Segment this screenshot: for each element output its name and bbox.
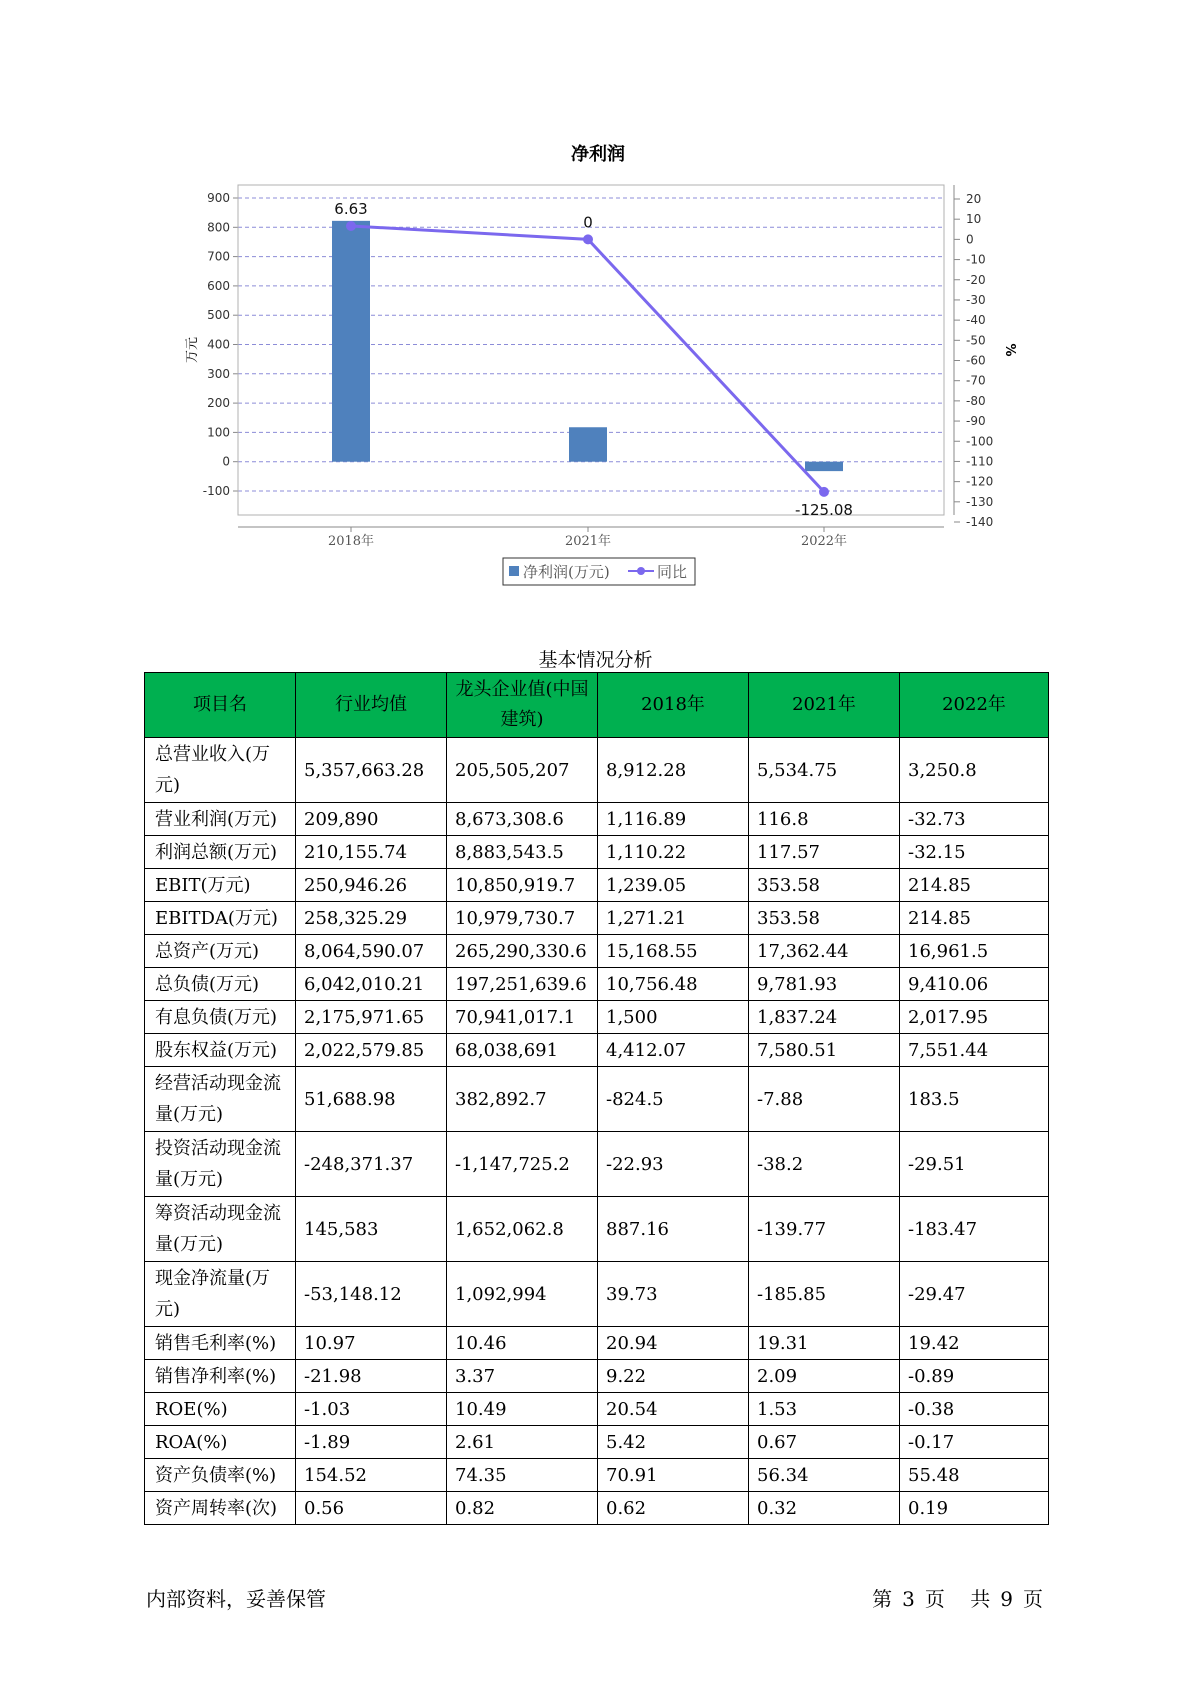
value-cell: 258,325.29 <box>296 902 447 935</box>
value-cell: -38.2 <box>749 1132 900 1197</box>
value-cell: -1.03 <box>296 1393 447 1426</box>
value-cell: 20.54 <box>598 1393 749 1426</box>
footer-confidential-note: 内部资料，妥善保管 <box>146 1587 326 1611</box>
value-cell: -185.85 <box>749 1262 900 1327</box>
legend-line-marker <box>637 567 645 575</box>
table-row <box>145 1327 1049 1360</box>
value-cell: 0.19 <box>900 1492 1049 1525</box>
y-tick-label: 200 <box>207 396 230 411</box>
y-tick-label: -100 <box>202 484 230 498</box>
value-cell: 1.53 <box>749 1393 900 1426</box>
value-cell: 0.82 <box>447 1492 598 1525</box>
value-cell: 2,017.95 <box>900 1001 1049 1034</box>
value-cell: 154.52 <box>296 1459 447 1492</box>
value-cell: 2,022,579.85 <box>296 1034 447 1067</box>
total-unit: 页 <box>1023 1587 1043 1611</box>
page-unit: 页 <box>924 1587 945 1611</box>
net-profit-bar <box>332 221 370 462</box>
y2-tick-label: -90 <box>966 414 986 429</box>
net-profit-chart <box>0 0 1191 600</box>
legend-label-yoy: 同比 <box>657 563 688 581</box>
row-label-cell: 总负债(万元) <box>145 968 296 1001</box>
x-tick-label: 2022年 <box>800 534 848 549</box>
table-row <box>145 1492 1049 1525</box>
value-cell: 70.91 <box>598 1459 749 1492</box>
value-cell: 145,583 <box>296 1197 447 1262</box>
value-cell: 1,092,994 <box>447 1262 598 1327</box>
y2-tick-label: -30 <box>966 292 986 307</box>
x-tick-label: 2018年 <box>327 534 375 549</box>
y2-tick-label: -10 <box>966 252 986 267</box>
row-label-cell: 现金净流量(万元) <box>145 1262 296 1327</box>
value-cell: 197,251,639.6 <box>447 968 598 1001</box>
value-cell: 6,042,010.21 <box>296 968 447 1001</box>
page-current: 3 <box>902 1587 915 1611</box>
y2-tick-label: -40 <box>966 313 986 328</box>
table-row <box>145 1426 1049 1459</box>
value-cell: 1,271.21 <box>598 902 749 935</box>
value-cell: 8,064,590.07 <box>296 935 447 968</box>
value-cell: 2,175,971.65 <box>296 1001 447 1034</box>
value-cell: 9,410.06 <box>900 968 1049 1001</box>
legend-label-net-profit: 净利润(万元) <box>523 563 610 581</box>
y-tick-label: 900 <box>207 191 230 205</box>
table-row <box>145 1459 1049 1492</box>
table-row <box>145 1393 1049 1426</box>
value-cell: 1,837.24 <box>749 1001 900 1034</box>
value-cell: 19.31 <box>749 1327 900 1360</box>
value-cell: 2.09 <box>749 1360 900 1393</box>
footer-page-number <box>867 1583 1048 1612</box>
y2-tick-label: -50 <box>966 333 986 348</box>
value-cell: -139.77 <box>749 1197 900 1262</box>
value-cell: 1,500 <box>598 1001 749 1034</box>
value-cell: 214.85 <box>900 869 1049 902</box>
value-cell: 19.42 <box>900 1327 1049 1360</box>
value-cell: 9.22 <box>598 1360 749 1393</box>
value-cell: 265,290,330.6 <box>447 935 598 968</box>
y-tick-label: 600 <box>207 278 230 293</box>
value-cell: -183.47 <box>900 1197 1049 1262</box>
value-cell: 353.58 <box>749 869 900 902</box>
table-row <box>145 738 1049 803</box>
y-tick-label: 700 <box>207 249 230 264</box>
value-cell: 8,673,308.6 <box>447 803 598 836</box>
table-row <box>145 1360 1049 1393</box>
value-cell: 5.42 <box>598 1426 749 1459</box>
value-cell: 214.85 <box>900 902 1049 935</box>
legend-bar-swatch <box>509 566 519 576</box>
row-label-cell: EBIT(万元) <box>145 869 296 902</box>
table-row <box>145 1197 1049 1262</box>
header-cell: 2022年 <box>900 673 1049 738</box>
header-cell: 2018年 <box>598 673 749 738</box>
row-label-cell: 营业利润(万元) <box>145 803 296 836</box>
value-cell: 117.57 <box>749 836 900 869</box>
value-cell: 5,534.75 <box>749 738 900 803</box>
row-label-cell: 经营活动现金流量(万元) <box>145 1067 296 1132</box>
table-caption: 基本情况分析 <box>538 649 653 671</box>
row-label-cell: EBITDA(万元) <box>145 902 296 935</box>
total-prefix: 共 <box>970 1587 991 1611</box>
value-cell: 5,357,663.28 <box>296 738 447 803</box>
row-label-cell: 资产周转率(次) <box>145 1492 296 1525</box>
value-cell: -32.73 <box>900 803 1049 836</box>
value-cell: 55.48 <box>900 1459 1049 1492</box>
y2-tick-label: -130 <box>966 494 994 509</box>
net-profit-bar <box>569 427 607 461</box>
header-cell: 龙头企业值(中国建筑) <box>447 673 598 738</box>
value-cell: 8,912.28 <box>598 738 749 803</box>
y2-tick-label: -110 <box>966 454 994 469</box>
y2-tick-label: 20 <box>966 192 982 206</box>
value-cell: 7,551.44 <box>900 1034 1049 1067</box>
y2-tick-label: -80 <box>966 393 986 408</box>
y2-tick-label: -100 <box>966 434 994 449</box>
row-label-cell: 投资活动现金流量(万元) <box>145 1132 296 1197</box>
table-row <box>145 1132 1049 1197</box>
value-cell: 353.58 <box>749 902 900 935</box>
yoy-point <box>583 234 593 244</box>
value-cell: -1,147,725.2 <box>447 1132 598 1197</box>
value-cell: 68,038,691 <box>447 1034 598 1067</box>
header-cell: 项目名 <box>145 673 296 738</box>
value-cell: -248,371.37 <box>296 1132 447 1197</box>
x-tick-label: 2021年 <box>564 534 612 549</box>
header-cell: 行业均值 <box>296 673 447 738</box>
value-cell: 10,979,730.7 <box>447 902 598 935</box>
y-tick-label: 400 <box>207 337 230 352</box>
table-row <box>145 902 1049 935</box>
y-tick-label: 300 <box>207 366 230 381</box>
value-cell: 20.94 <box>598 1327 749 1360</box>
y2-axis-label: % <box>1002 343 1017 357</box>
table-row <box>145 836 1049 869</box>
y2-tick-label: -120 <box>966 474 994 489</box>
value-cell: 2.61 <box>447 1426 598 1459</box>
value-cell: 1,110.22 <box>598 836 749 869</box>
value-cell: 39.73 <box>598 1262 749 1327</box>
y2-tick-label: -60 <box>966 353 986 368</box>
value-cell: 3,250.8 <box>900 738 1049 803</box>
value-cell: 210,155.74 <box>296 836 447 869</box>
page-total: 9 <box>1000 1587 1013 1611</box>
yoy-point <box>346 221 356 231</box>
table-row <box>145 935 1049 968</box>
value-cell: 205,505,207 <box>447 738 598 803</box>
value-cell: 0.62 <box>598 1492 749 1525</box>
header-cell: 2021年 <box>749 673 900 738</box>
table-row <box>145 1001 1049 1034</box>
row-label-cell: 股东权益(万元) <box>145 1034 296 1067</box>
value-cell: 1,239.05 <box>598 869 749 902</box>
value-cell: 209,890 <box>296 803 447 836</box>
y-tick-label: 100 <box>207 425 230 440</box>
value-cell: -29.51 <box>900 1132 1049 1197</box>
value-cell: 15,168.55 <box>598 935 749 968</box>
value-cell: -21.98 <box>296 1360 447 1393</box>
table-row <box>145 1067 1049 1132</box>
row-label-cell: 利润总额(万元) <box>145 836 296 869</box>
table-header-row <box>145 673 1049 738</box>
value-cell: -1.89 <box>296 1426 447 1459</box>
y-axis-label: 万元 <box>185 336 200 364</box>
yoy-point <box>819 487 829 497</box>
value-cell: 9,781.93 <box>749 968 900 1001</box>
value-cell: -0.89 <box>900 1360 1049 1393</box>
value-cell: 183.5 <box>900 1067 1049 1132</box>
row-label-cell: 总资产(万元) <box>145 935 296 968</box>
table-row <box>145 869 1049 902</box>
value-cell: 0.67 <box>749 1426 900 1459</box>
value-cell: 56.34 <box>749 1459 900 1492</box>
y-tick-label: 0 <box>222 454 230 469</box>
value-cell: 116.8 <box>749 803 900 836</box>
y2-tick-label: 0 <box>966 232 974 247</box>
table-row <box>145 803 1049 836</box>
value-cell: -824.5 <box>598 1067 749 1132</box>
y2-tick-label: -20 <box>966 272 986 287</box>
row-label-cell: 销售毛利率(%) <box>145 1327 296 1360</box>
row-label-cell: ROE(%) <box>145 1393 296 1426</box>
chart-legend <box>503 558 695 585</box>
value-cell: 10,850,919.7 <box>447 869 598 902</box>
row-label-cell: ROA(%) <box>145 1426 296 1459</box>
y-tick-label: 500 <box>207 308 230 323</box>
value-cell: 51,688.98 <box>296 1067 447 1132</box>
value-cell: -0.38 <box>900 1393 1049 1426</box>
chart-title: 净利润 <box>571 144 625 165</box>
value-cell: 10.97 <box>296 1327 447 1360</box>
value-cell: 7,580.51 <box>749 1034 900 1067</box>
row-label-cell: 销售净利率(%) <box>145 1360 296 1393</box>
value-cell: -29.47 <box>900 1262 1049 1327</box>
yoy-data-label: -125.08 <box>795 500 853 519</box>
basic-analysis-table <box>144 672 1049 1525</box>
value-cell: 10,756.48 <box>598 968 749 1001</box>
value-cell: 1,116.89 <box>598 803 749 836</box>
page-prefix: 第 <box>872 1587 893 1611</box>
value-cell: 70,941,017.1 <box>447 1001 598 1034</box>
value-cell: 16,961.5 <box>900 935 1049 968</box>
row-label-cell: 筹资活动现金流量(万元) <box>145 1197 296 1262</box>
value-cell: 887.16 <box>598 1197 749 1262</box>
value-cell: 10.46 <box>447 1327 598 1360</box>
value-cell: 4,412.07 <box>598 1034 749 1067</box>
value-cell: 250,946.26 <box>296 869 447 902</box>
value-cell: 3.37 <box>447 1360 598 1393</box>
value-cell: 74.35 <box>447 1459 598 1492</box>
value-cell: 0.32 <box>749 1492 900 1525</box>
y2-tick-label: -70 <box>966 373 986 388</box>
y2-tick-label: 10 <box>966 212 982 227</box>
table-row <box>145 1034 1049 1067</box>
y-tick-label: 800 <box>207 220 230 235</box>
y2-tick-label: -140 <box>966 515 994 529</box>
value-cell: -7.88 <box>749 1067 900 1132</box>
row-label-cell: 总营业收入(万元) <box>145 738 296 803</box>
value-cell: -0.17 <box>900 1426 1049 1459</box>
value-cell: 1,652,062.8 <box>447 1197 598 1262</box>
table-row <box>145 1262 1049 1327</box>
table-row <box>145 968 1049 1001</box>
value-cell: 382,892.7 <box>447 1067 598 1132</box>
value-cell: 10.49 <box>447 1393 598 1426</box>
row-label-cell: 资产负债率(%) <box>145 1459 296 1492</box>
net-profit-bar <box>805 462 843 471</box>
row-label-cell: 有息负债(万元) <box>145 1001 296 1034</box>
value-cell: -53,148.12 <box>296 1262 447 1327</box>
value-cell: -22.93 <box>598 1132 749 1197</box>
value-cell: 0.56 <box>296 1492 447 1525</box>
yoy-data-label: 6.63 <box>334 199 368 218</box>
value-cell: 17,362.44 <box>749 935 900 968</box>
yoy-data-label: 0 <box>583 213 593 232</box>
value-cell: -32.15 <box>900 836 1049 869</box>
value-cell: 8,883,543.5 <box>447 836 598 869</box>
